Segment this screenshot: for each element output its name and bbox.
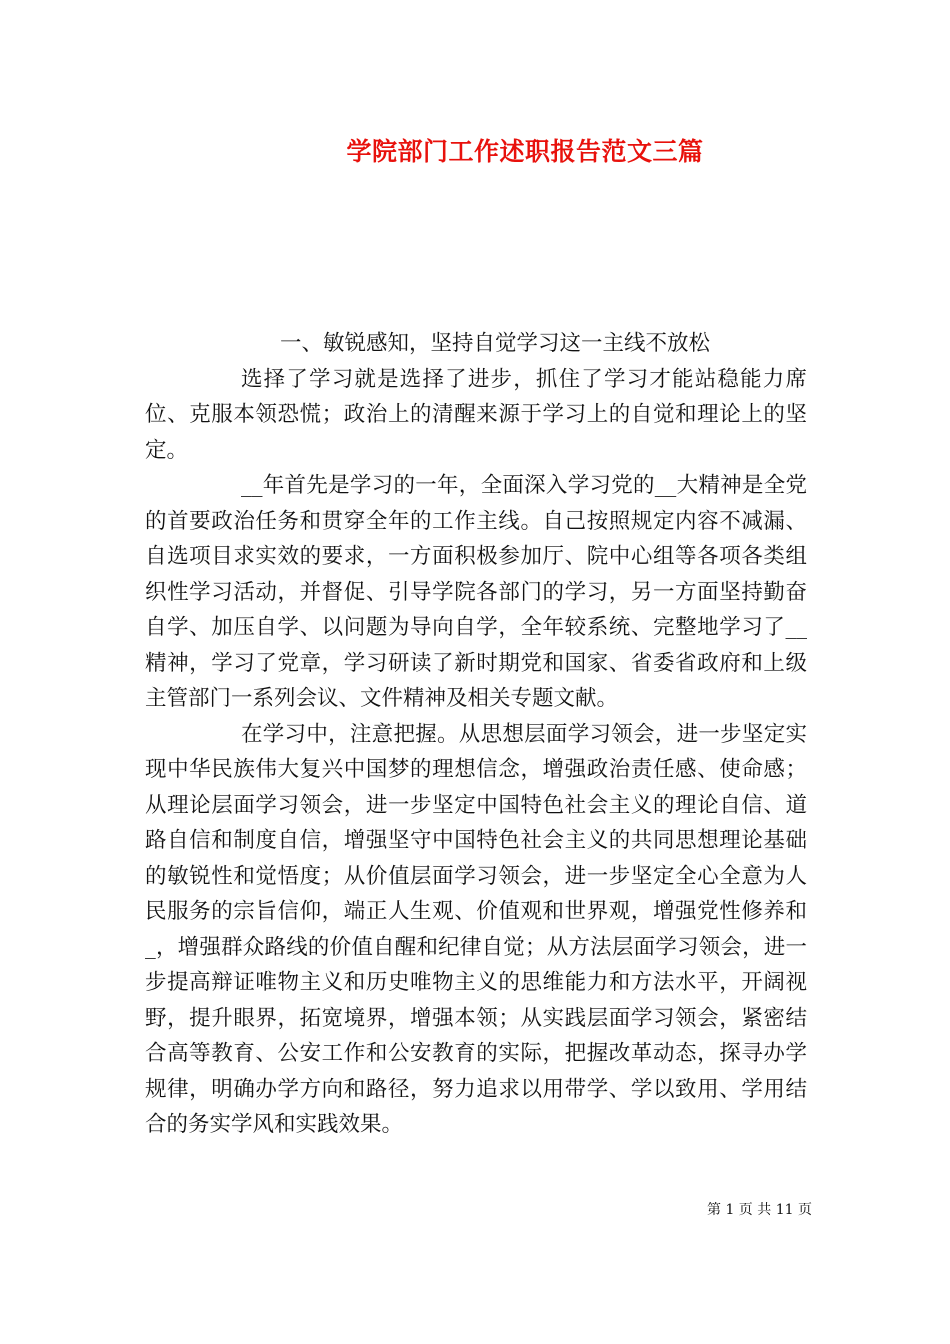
paragraph-1: 选择了学习就是选择了进步，抓住了学习才能站稳能力席位、克服本领恐慌；政治上的清醒来源于学习上的自觉和理论上的坚定。 <box>145 366 807 463</box>
document-body <box>145 326 807 1143</box>
page-number: 第 1 页 共 11 页 <box>707 1202 812 1218</box>
section-heading: 一、敏锐感知，坚持自觉学习这一主线不放松 <box>280 331 711 356</box>
document-title: 学院部门工作述职报告范文三篇 <box>346 137 704 166</box>
paragraph-2: __年首先是学习的一年，全面深入学习党的__大精神是全党的首要政治任务和贯穿全年的工作主线。自己按照规定内容不减漏、自选项目求实效的要求，一方面积极参加厅、院中心组等各项各类组织性学习活动，并督促、引导学院各部门的学习，另一方面坚持勤奋自学、加压自学、以问题为导向自学，全年较系统、完整地学习了__精神，学习了党章，学习研读了新时期党和国家、省委省政府和上级主管部门一系列会议、文件精神及相关专题文献。 <box>145 473 807 711</box>
paragraph-3: 在学习中，注意把握。从思想层面学习领会，进一步坚定实现中华民族伟大复兴中国梦的理想信念，增强政治责任感、使命感；从理论层面学习领会，进一步坚定中国特色社会主义的理论自信、道路自信和制度自信，增强坚守中国特色社会主义的共同思想理论基础的敏锐性和觉悟度；从价值层面学习领会，进一步坚定全心全意为人民服务的宗旨信仰，端正人生观、价值观和世界观，增强党性修养和_，增强群众路线的价值自醒和纪律自觉；从方法层面学习领会，进一步提高辩证唯物主义和历史唯物主义的思维能力和方法水平，开阔视野，提升眼界，拓宽境界，增强本领；从实践层面学习领会，紧密结合高等教育、公安工作和公安教育的实际，把握改革动态，探寻办学规律，明确办学方向和路径，努力追求以用带学、学以致用、学用结合的务实学风和实践效果。 <box>145 721 807 1137</box>
